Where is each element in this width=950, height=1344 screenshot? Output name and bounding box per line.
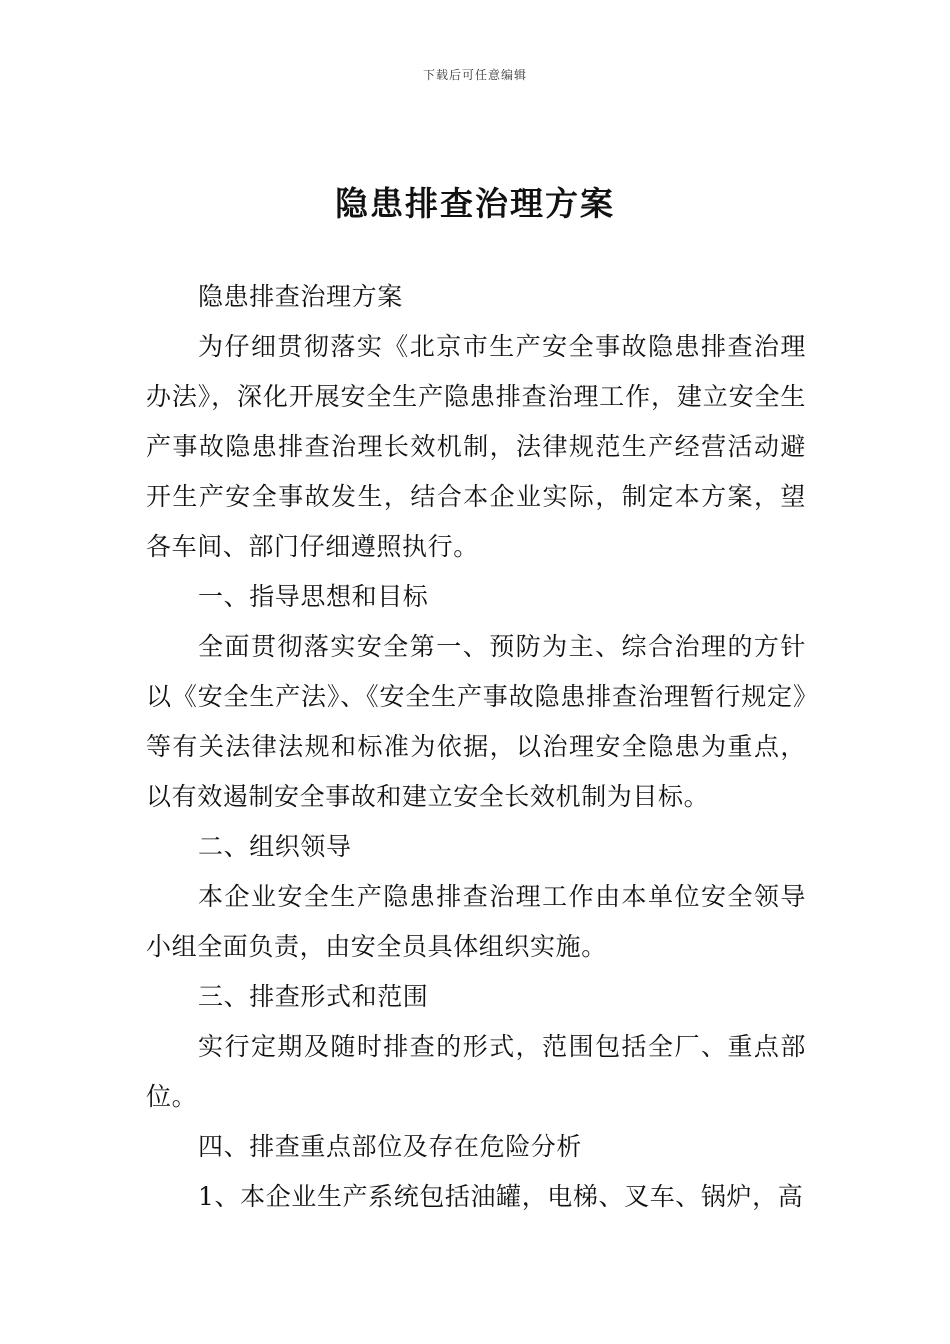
paragraph-subtitle: 隐患排查治理方案 bbox=[198, 282, 403, 311]
paragraph-section-1: 全面贯彻落实安全第一、预防为主、综合治理的方针以《安全生产法》、《安全生产事故隐患排查治理暂行规定》等有关法律法规和标准为依据，以治理安全隐患为重点，以有效遏制安全事故和建立安全长效机制为目标。 bbox=[146, 632, 806, 811]
document-title: 隐患排查治理方案 bbox=[335, 184, 615, 223]
document-body bbox=[146, 272, 806, 1222]
section-heading-2: 二、组织领导 bbox=[198, 832, 352, 861]
paragraph-intro: 为仔细贯彻落实《北京市生产安全事故隐患排查治理办法》，深化开展安全生产隐患排查治理工作，建立安全生产事故隐患排查治理长效机制，法律规范生产经营活动避开生产安全事故发生，结合本企业实际，制定本方案，望各车间、部门仔细遵照执行。 bbox=[146, 332, 806, 561]
section-heading-4: 四、排查重点部位及存在危险分析 bbox=[198, 1132, 583, 1161]
section-heading-1: 一、指导思想和目标 bbox=[198, 582, 429, 611]
paragraph-section-3: 实行定期及随时排查的形式，范围包括全厂、重点部位。 bbox=[146, 1032, 806, 1111]
header-note: 下载后可任意编辑 bbox=[422, 68, 527, 82]
paragraph-section-4-item-1: 1、本企业生产系统包括油罐，电梯、叉车、锅炉，高 bbox=[198, 1182, 804, 1211]
section-heading-3: 三、排查形式和范围 bbox=[198, 982, 429, 1011]
paragraph-section-2: 本企业安全生产隐患排查治理工作由本单位安全领导小组全面负责，由安全员具体组织实施。 bbox=[146, 882, 806, 961]
